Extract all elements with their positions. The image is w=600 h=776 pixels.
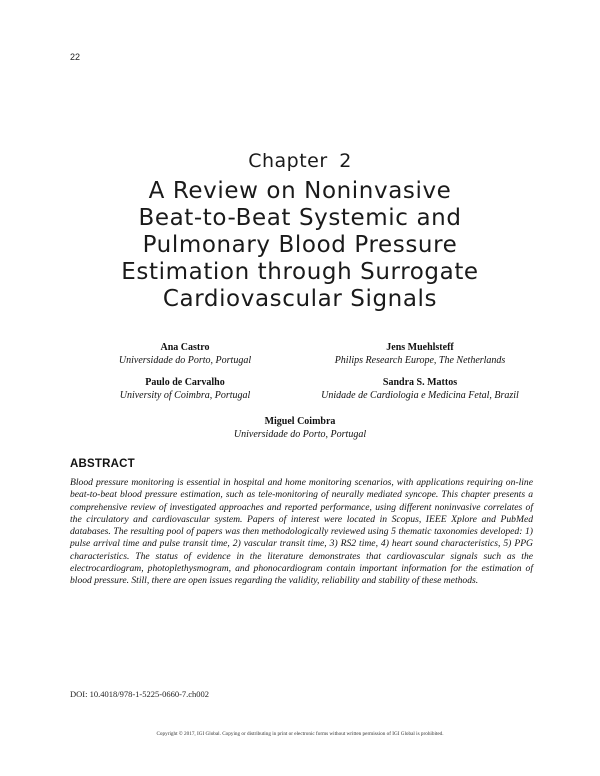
author-block	[300, 341, 540, 367]
abstract-heading: ABSTRACT	[70, 458, 135, 470]
author-name: Sandra S. Mattos	[382, 377, 458, 388]
author-name: Paulo de Carvalho	[145, 377, 225, 388]
author-affiliation: Philips Research Europe, The Netherlands	[334, 355, 506, 366]
author-block	[60, 341, 310, 367]
page-number: 22	[70, 52, 81, 62]
author-affiliation: Unidade de Cardiologia e Medicina Fetal, Brazil	[321, 390, 519, 401]
author-name: Ana Castro	[160, 342, 210, 353]
author-affiliation: Universidade do Porto, Portugal	[118, 355, 252, 366]
chapter-title-line: Cardiovascular Signals	[162, 286, 438, 312]
chapter-title-line: A Review on Noninvasive	[148, 178, 452, 204]
author-affiliation: University of Coimbra, Portugal	[119, 390, 251, 401]
author-name: Jens Muehlsteff	[386, 342, 454, 353]
chapter-label: Chapter 2	[248, 150, 352, 172]
author-block	[60, 376, 310, 402]
author-name: Miguel Coimbra	[264, 416, 336, 427]
author-block	[290, 376, 550, 402]
chapter-title-line: Estimation through Surrogate	[121, 259, 479, 285]
abstract-body: Blood pressure monitoring is essential in hospital and home monitoring scenarios, with applications requiring on-line beat-to-beat blood pressure estimation, such as tele-monitoring of neurally mediated syncope. This chapter presents a comprehensive review of investigated approaches and reported performance, using different noninvasive correlates of the circulatory and cardiovascular system. Papers of interest were located in Scopus, IEEE Xplore and PubMed databases. The resulting pool of papers was then methodologically reviewed using 5 thematic taxonomies developed: 1) pulse arrival time and pulse transit time, 2) vascular transit time, 3) RS2 time, 4) heart sound characteristics, 5) PPG characteristics. The status of evidence in the literature demonstrates that cardiovascular signals such as the electrocardiogram, photoplethysmogram, and phonocardiogram contain important information for the estimation of blood pressure. Still, there are open issues regarding the validity, reliability and stability of these methods.	[70, 477, 533, 587]
chapter-title-line: Pulmonary Blood Pressure	[142, 232, 458, 258]
author-affiliation: Universidade do Porto, Portugal	[233, 429, 367, 440]
author-block	[175, 415, 425, 441]
chapter-title	[60, 178, 540, 313]
chapter-title-line: Beat-to-Beat Systemic and	[138, 205, 462, 231]
doi-text: DOI: 10.4018/978-1-5225-0660-7.ch002	[70, 689, 210, 699]
copyright-notice: Copyright © 2017, IGI Global. Copying or distributing in print or electronic forms without written permission of IGI Global is prohibited.	[156, 731, 444, 737]
